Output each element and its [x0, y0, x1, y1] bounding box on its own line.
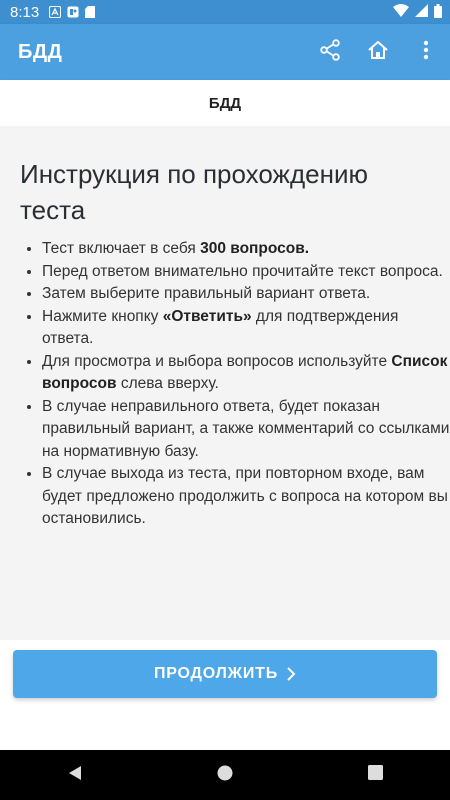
signal-icon [415, 4, 428, 20]
more-vert-icon [423, 40, 429, 65]
wifi-icon [393, 4, 409, 20]
app-bar [0, 24, 450, 80]
battery-icon [434, 4, 442, 21]
list-item: • Тест включает в себя 300 вопросов. [42, 238, 450, 261]
list-item: • Перед ответом внимательно прочитайте текст вопроса. [42, 261, 450, 284]
home-circle-icon [217, 765, 233, 786]
chevron-right-icon [286, 667, 296, 681]
home-button[interactable] [354, 24, 402, 80]
recents-button[interactable] [345, 750, 405, 800]
list-item: • В случае неправильного ответа, будет показан правильный вариант, а также комментарий со ссылками на нормативную базу. [42, 396, 450, 464]
notification-a-icon [49, 6, 61, 18]
app-bar-actions [306, 24, 450, 80]
status-bar [0, 0, 450, 24]
continue-button[interactable] [13, 650, 437, 698]
notification-app-icon [67, 6, 79, 18]
page-heading: Инструкция по прохождению теста [20, 159, 368, 225]
app-title: БДД [18, 40, 63, 63]
subheader [0, 80, 450, 126]
home-nav-button[interactable] [195, 750, 255, 800]
more-options-button[interactable] [402, 24, 450, 80]
home-icon [367, 39, 389, 66]
instructions-list [22, 238, 450, 531]
status-time: 8:13 [10, 3, 40, 21]
system-nav-bar [0, 750, 450, 800]
status-system-icons [393, 4, 442, 21]
list-item: • Затем выберите правильный вариант ответа. [42, 283, 450, 306]
sd-card-icon [85, 6, 95, 18]
list-item: • В случае выхода из теста, при повторном входе, вам будет предложено продолжить с вопроса на котором вы остановились. [42, 463, 450, 531]
subheader-title: БДД [208, 94, 242, 112]
back-button[interactable] [45, 750, 105, 800]
back-icon [67, 765, 83, 786]
list-item: • Нажмите кнопку «Ответить» для подтверждения ответа. [42, 306, 450, 351]
status-notification-icons [49, 6, 95, 18]
instructions-content [0, 126, 450, 640]
share-icon [319, 39, 341, 66]
share-button[interactable] [306, 24, 354, 80]
list-item: • Для просмотра и выбора вопросов используйте Список вопросов слева вверху. [42, 351, 450, 396]
footer [0, 640, 450, 750]
recents-icon [368, 765, 383, 785]
continue-button-label: ПРОДОЛЖИТЬ [153, 665, 279, 682]
